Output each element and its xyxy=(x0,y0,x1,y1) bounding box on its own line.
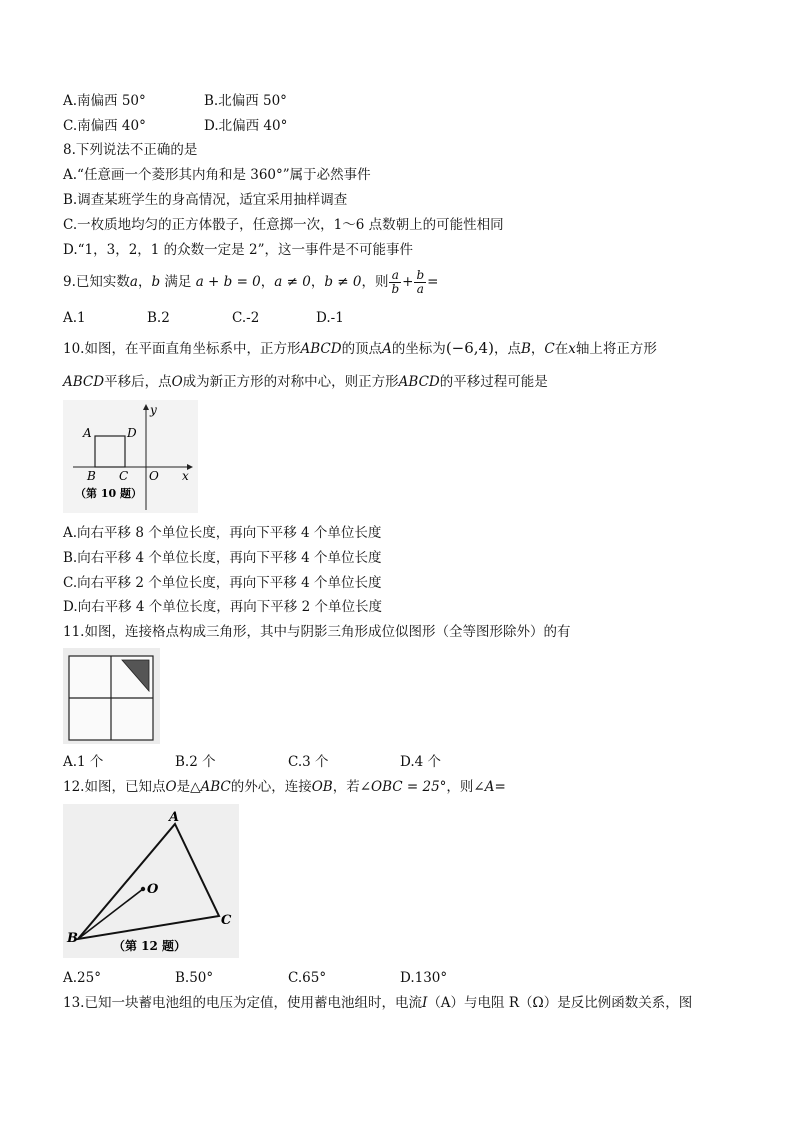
figure-caption: （第 10 题） xyxy=(75,487,142,500)
q10-stem-line1 xyxy=(63,339,657,358)
q12-text: ，若 xyxy=(332,779,360,795)
label-b: B xyxy=(87,469,96,483)
q9-condition: a + b = 0 xyxy=(195,274,261,290)
q12-triangle-diagram xyxy=(63,804,239,958)
q9-option-a: A.1 xyxy=(63,310,86,326)
q12-segment-ob: OB xyxy=(311,779,333,795)
q11-option-c: C.3 个 xyxy=(288,754,329,770)
q12-angle: ∠OBC = 25° xyxy=(359,779,447,795)
q10-option-c: C.向右平移 2 个单位长度，再向下平移 4 个单位长度 xyxy=(63,575,382,591)
figure-caption: （第 12 题） xyxy=(113,939,187,953)
q10-stem-line2 xyxy=(63,373,548,391)
q12-angle-a: ∠A xyxy=(473,779,495,795)
q11-option-d: D.4 个 xyxy=(400,754,442,770)
q7-option-c: C.南偏西 40° xyxy=(63,118,146,134)
label-a: A xyxy=(169,810,180,825)
q9-fraction-a-over-b xyxy=(389,269,401,296)
q9-option-b: B.2 xyxy=(147,310,170,326)
label-x: x xyxy=(182,469,189,483)
q10-text: ，点 xyxy=(493,341,521,357)
point-o-dot xyxy=(141,887,145,891)
q11-stem: 11.如图，连接格点构成三角形，其中与阴影三角形成位似图形（全等图形除外）的有 xyxy=(63,624,571,640)
q8-option-b: B.调查某班学生的身高情况，适宜采用抽样调查 xyxy=(63,192,348,208)
q8-stem: 8.下列说法不正确的是 xyxy=(63,142,198,158)
label-o: O xyxy=(147,882,159,897)
q10-x-var: x xyxy=(568,341,576,357)
q9-comma: ， xyxy=(310,274,325,290)
q8-option-c: C.一枚质地均匀的正方体骰子，任意掷一次，1～6 点数朝上的可能性相同 xyxy=(63,217,504,233)
q12-option-b: B.50° xyxy=(175,970,214,986)
q10-option-a: A.向右平移 8 个单位长度，再向下平移 4 个单位长度 xyxy=(63,525,382,541)
q13-stem xyxy=(63,994,692,1012)
q11-figure xyxy=(63,648,160,744)
q12-text: 是 xyxy=(176,779,191,795)
q9-option-d: D.-1 xyxy=(316,310,344,326)
q9-stem-text: ，则 xyxy=(361,274,389,290)
q13-text: （A）与电阻 R（Ω）是反比例函数关系，图 xyxy=(427,995,693,1011)
q12-text: ，则 xyxy=(446,779,474,795)
q9-comma: ， xyxy=(137,274,152,290)
y-axis-arrow xyxy=(143,404,149,410)
q12-figure xyxy=(63,804,239,958)
q9-condition: b ≠ 0 xyxy=(324,274,362,290)
q13-text: 13.已知一块蓄电池组的电压为定值，使用蓄电池组时，电流 xyxy=(63,995,422,1011)
q9-var-b: b xyxy=(151,274,161,290)
q12-option-d: D.130° xyxy=(400,970,448,986)
square-abcd xyxy=(95,436,125,467)
q11-option-a: A.1 个 xyxy=(63,754,104,770)
q12-option-c: C.65° xyxy=(288,970,327,986)
q8-option-a: A.“任意画一个菱形其内角和是 360°”属于必然事件 xyxy=(63,167,371,183)
fraction-numerator: b xyxy=(416,268,425,282)
q9-stem-text: 9.已知实数 xyxy=(63,274,130,290)
q13-var-i: I xyxy=(421,995,428,1011)
plus-sign: + xyxy=(402,274,414,290)
q9-stem-text: 满足 xyxy=(160,274,196,290)
q10-text: 的平移过程可能是 xyxy=(439,374,548,390)
label-o: O xyxy=(149,469,159,483)
segment-ob xyxy=(78,889,143,939)
label-c: C xyxy=(119,469,129,483)
q10-coordinate: (−6,4) xyxy=(445,339,494,357)
q10-point-a: A xyxy=(382,341,392,357)
q10-text: 成为新正方形的对称中心，则正方形 xyxy=(182,374,399,390)
q11-grid-diagram xyxy=(63,648,160,744)
q8-option-d: D.“1，3，2，1 的众数一定是 2”，这一事件是不可能事件 xyxy=(63,242,413,258)
equals-sign: = xyxy=(427,274,439,290)
q10-text: 轴上将正方形 xyxy=(575,341,657,357)
q10-text: 的顶点 xyxy=(341,341,383,357)
q12-option-a: A.25° xyxy=(63,970,101,986)
q12-stem xyxy=(63,778,506,796)
q10-option-d: D.向右平移 4 个单位长度，再向下平移 2 个单位长度 xyxy=(63,599,382,615)
q12-text: = xyxy=(494,779,506,795)
fraction-denominator: b xyxy=(391,282,400,296)
label-y: y xyxy=(150,403,157,417)
q10-text: 在 xyxy=(554,341,569,357)
q11-option-b: B.2 个 xyxy=(175,754,216,770)
q7-option-d: D.北偏西 40° xyxy=(204,118,288,134)
q10-text: 10.如图，在平面直角坐标系中，正方形 xyxy=(63,341,301,357)
q10-point-c: C xyxy=(544,341,555,357)
q9-condition: a ≠ 0 xyxy=(274,274,311,290)
q9-option-c: C.-2 xyxy=(232,310,260,326)
q10-figure xyxy=(63,400,198,513)
q9-stem xyxy=(63,269,438,296)
q10-point-o: O xyxy=(171,374,183,390)
q12-text: 12.如图，已知点 xyxy=(63,779,166,795)
q10-text: 的坐标为 xyxy=(391,341,446,357)
q9-comma: ， xyxy=(260,274,275,290)
q10-coordinate-diagram xyxy=(63,400,198,513)
q12-point-o: O xyxy=(165,779,177,795)
label-b: B xyxy=(67,931,78,946)
q10-text: 平移后，点 xyxy=(104,374,172,390)
fraction-numerator: a xyxy=(389,269,401,283)
q10-square-name: ABCD xyxy=(398,374,440,390)
q12-triangle: △ABC xyxy=(190,779,231,795)
label-c: C xyxy=(221,913,232,928)
q12-text: 的外心，连接 xyxy=(230,779,312,795)
q10-option-b: B.向右平移 4 个单位长度，再向下平移 4 个单位长度 xyxy=(63,550,382,566)
q7-option-a: A.南偏西 50° xyxy=(63,93,146,109)
q9-var-a: a xyxy=(129,274,138,290)
q10-square-name: ABCD xyxy=(300,341,342,357)
q10-point-b: B xyxy=(520,341,531,357)
q10-text: ， xyxy=(530,341,545,357)
q10-square-name: ABCD xyxy=(63,374,105,390)
label-a: A xyxy=(83,426,92,440)
fraction-denominator: a xyxy=(416,282,424,296)
q7-option-b: B.北偏西 50° xyxy=(204,93,287,109)
label-d: D xyxy=(127,426,137,440)
q9-fraction-b-over-a xyxy=(414,269,426,296)
